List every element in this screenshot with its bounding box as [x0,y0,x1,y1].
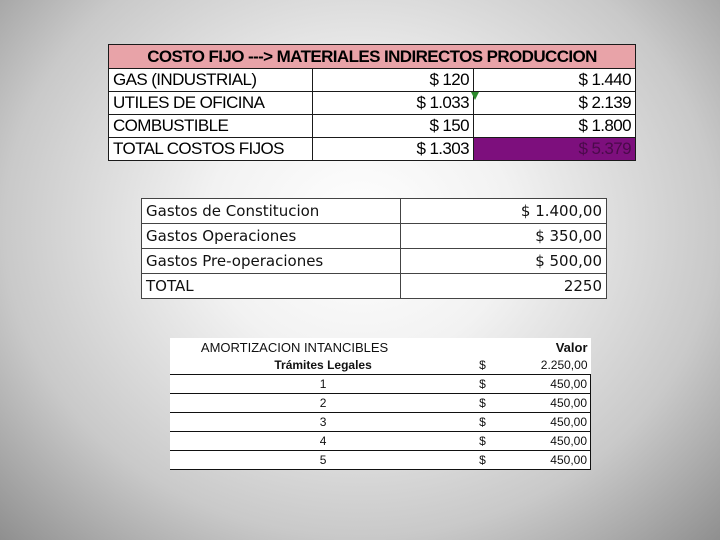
amount-cell: 450,00 [501,432,591,451]
gasto-total-value: 2250 [401,274,607,299]
gasto-label: Gastos Operaciones [142,224,401,249]
currency-symbol: $ [476,432,501,451]
gasto-value: $ 350,00 [401,224,607,249]
cost-label: GAS (INDUSTRIAL) [109,69,313,92]
total-annual: $ 5.379 [474,138,636,161]
value-header: Valor [555,339,588,355]
currency-symbol: $ [476,394,501,413]
gasto-total-label: TOTAL [142,274,401,299]
comment-marker-icon [471,92,479,100]
table-row [170,432,591,451]
currency-symbol: $ [476,451,501,470]
year-cell: 2 [170,394,476,413]
table-row [109,69,636,92]
gasto-label: Gastos de Constitucion [142,199,401,224]
amount-cell: 450,00 [501,394,591,413]
costo-fijo-title: COSTO FIJO ---> MATERIALES INDIRECTOS PRODUCCION [109,45,636,69]
table-row [170,394,591,413]
total-label: TOTAL COSTOS FIJOS [109,138,313,161]
cost-monthly: $ 120 [313,69,474,92]
gastos-table [141,198,607,299]
cost-label: COMBUSTIBLE [109,115,313,138]
table-row [142,249,607,274]
table-row [142,199,607,224]
cost-monthly: $ 1.033 [416,93,469,112]
currency-symbol: $ [479,358,486,372]
amortizacion-title: AMORTIZACION INTANCIBLES [200,339,389,355]
gasto-value: $ 500,00 [401,249,607,274]
currency-symbol: $ [476,375,501,394]
amortizacion-table [170,338,591,470]
cost-annual: $ 1.800 [474,115,636,138]
tramites-value: 2.250,00 [540,358,588,372]
year-cell: 4 [170,432,476,451]
cost-label: UTILES DE OFICINA [109,92,313,115]
table-row [109,92,636,115]
header-row [170,338,591,356]
cost-annual: $ 2.139 [474,92,636,115]
currency-symbol: $ [476,413,501,432]
tramites-label: Trámites Legales [274,358,372,372]
cost-monthly: $ 150 [313,115,474,138]
total-row [109,138,636,161]
subheader-row [170,356,591,375]
amount-cell: 450,00 [501,375,591,394]
gasto-value: $ 1.400,00 [401,199,607,224]
table-row [170,413,591,432]
costo-fijo-table [108,44,636,161]
table-row [170,451,591,470]
table-row [142,224,607,249]
year-cell: 1 [170,375,476,394]
year-cell: 5 [170,451,476,470]
cost-annual: $ 1.440 [474,69,636,92]
amount-cell: 450,00 [501,451,591,470]
cost-monthly-cell [313,92,474,115]
total-row [142,274,607,299]
total-monthly: $ 1.303 [313,138,474,161]
table-row [170,375,591,394]
table-row [109,115,636,138]
gasto-label: Gastos Pre-operaciones [142,249,401,274]
year-cell: 3 [170,413,476,432]
amount-cell: 450,00 [501,413,591,432]
